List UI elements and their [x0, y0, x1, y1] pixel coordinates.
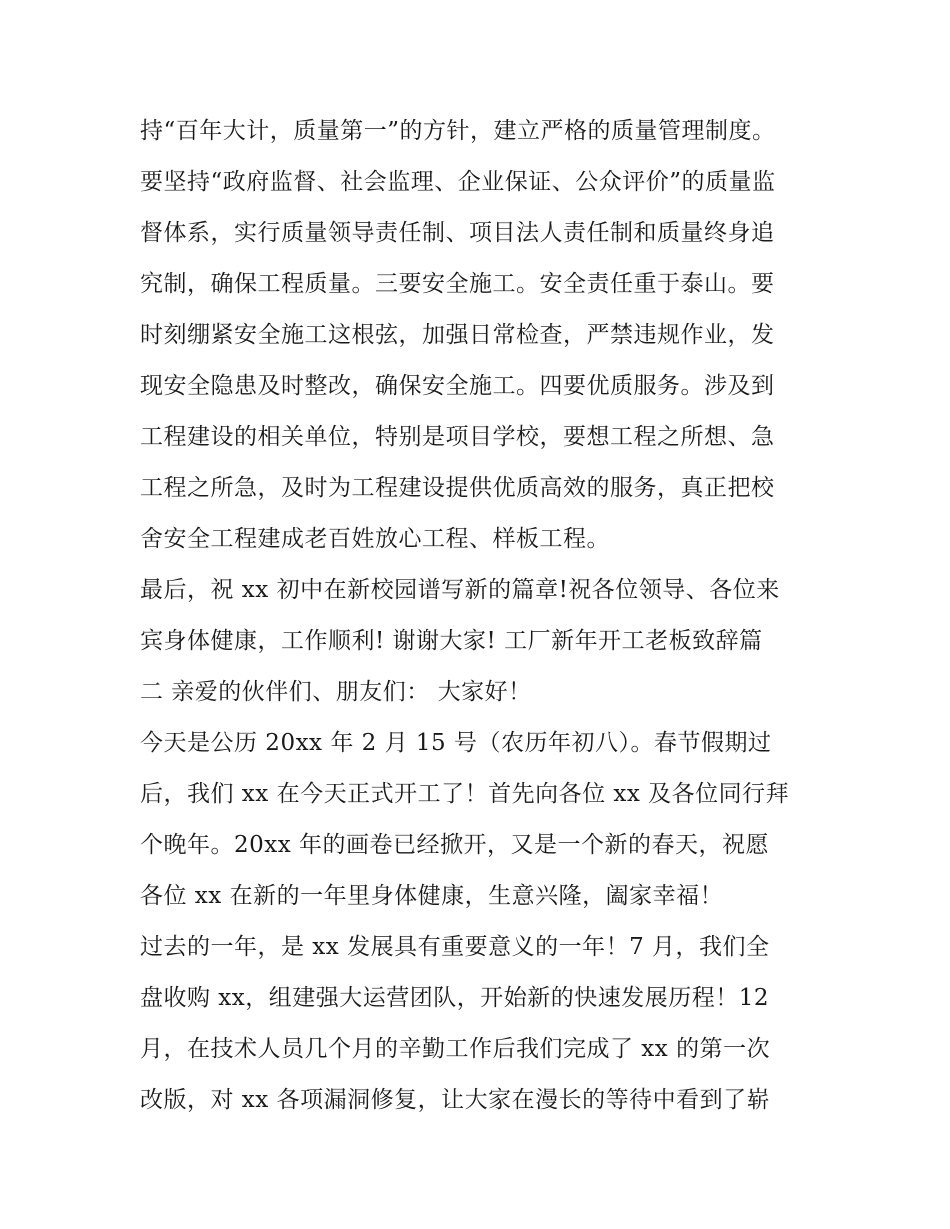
text-line: 工程之所急，及时为工程建设提供优质高效的服务，真正把校 [140, 475, 775, 501]
text-line: 时刻绷紧安全施工这根弦，加强日常检查，严禁违规作业，发 [140, 322, 775, 348]
text-line: 二 亲爱的伙伴们、朋友们： 大家好！ [140, 679, 532, 705]
text-line: 月，在技术人员几个月的辛勤工作后我们完成了 xx 的第一次 [140, 1036, 771, 1062]
text-line: 最后，祝 xx 初中在新校园谱写新的篇章!祝各位领导、各位来 [140, 577, 780, 603]
text-line: 个晚年。20xx 年的画卷已经掀开，又是一个新的春天，祝愿 [140, 832, 770, 858]
text-line: 要坚持“政府监督、社会监理、企业保证、公众评价”的质量监 [140, 169, 776, 195]
text-line: 后，我们 xx 在今天正式开工了！首先向各位 xx 及各位同行拜 [140, 781, 790, 807]
document-body-text [140, 106, 840, 1126]
text-line: 现安全隐患及时整改，确保安全施工。四要优质服务。涉及到 [140, 373, 775, 399]
text-line: 过去的一年，是 xx 发展具有重要意义的一年！7 月，我们全 [140, 934, 770, 960]
text-line: 工程建设的相关单位，特别是项目学校，要想工程之所想、急 [140, 424, 775, 450]
text-line: 今天是公历 20xx 年 2 月 15 号（农历年初八）。春节假期过 [140, 730, 772, 756]
text-line: 盘收购 xx，组建强大运营团队，开始新的快速发展历程！12 [140, 985, 770, 1011]
text-line: 舍安全工程建成老百姓放心工程、样板工程。 [140, 526, 610, 552]
text-line: 督体系，实行质量领导责任制、项目法人责任制和质量终身追 [140, 220, 775, 246]
text-line: 各位 xx 在新的一年里身体健康，生意兴隆，阖家幸福！ [140, 883, 724, 909]
text-line: 改版，对 xx 各项漏洞修复，让大家在漫长的等待中看到了崭 [140, 1087, 771, 1113]
text-line: 宾身体健康，工作顺利! 谢谢大家! 工厂新年开工老板致辞篇 [140, 628, 763, 654]
text-line: 究制，确保工程质量。三要安全施工。安全责任重于泰山。要 [140, 271, 775, 297]
text-line: 持“百年大计，质量第一”的方针，建立严格的质量管理制度。 [140, 118, 776, 144]
